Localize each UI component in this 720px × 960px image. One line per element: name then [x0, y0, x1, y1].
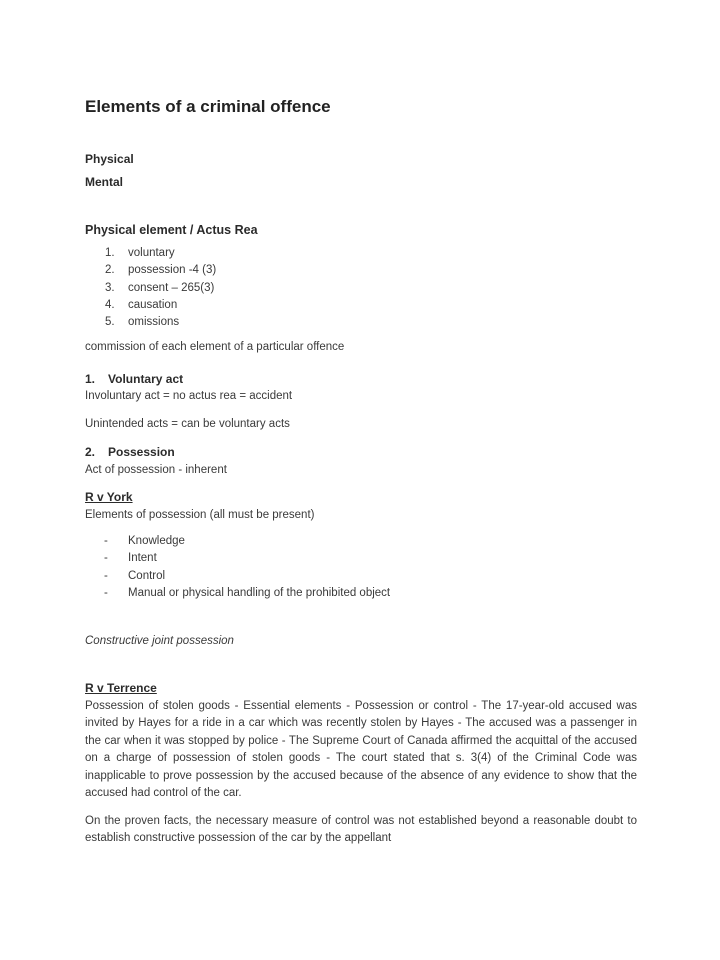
list-item — [85, 280, 637, 297]
physical-heading: Physical — [85, 152, 134, 166]
list-item — [85, 297, 637, 314]
bullet-marker: - — [104, 569, 108, 582]
page-title: Elements of a criminal offence — [85, 97, 331, 116]
mental-heading: Mental — [85, 175, 124, 189]
actus-rea-heading: Physical element / Actus Rea — [85, 223, 258, 237]
list-number: 5. — [105, 316, 115, 329]
act-of-possession-line: Act of possession - inherent — [85, 463, 227, 476]
bullet-text: Knowledge — [128, 534, 185, 547]
heading-number: 1. — [85, 371, 96, 386]
list-number: 3. — [105, 281, 115, 294]
bullet-marker: - — [104, 587, 108, 600]
bullet-item — [85, 550, 637, 568]
possession-heading — [85, 444, 637, 462]
list-item — [85, 262, 637, 279]
voluntary-act-heading — [85, 371, 637, 389]
involuntary-act-line: Involuntary act = no actus rea = accident — [85, 390, 293, 403]
heading-text: Voluntary act — [108, 371, 184, 386]
bullet-text: Manual or physical handling of the prohibited object — [128, 587, 391, 600]
heading-text: Possession — [108, 445, 175, 460]
terrence-case-name: R v Terrence — [85, 681, 157, 696]
bullet-text: Intent — [128, 552, 157, 565]
list-text: possession -4 (3) — [128, 264, 217, 277]
list-item — [85, 314, 637, 331]
constructive-possession-note: Constructive joint possession — [85, 634, 234, 647]
list-text: omissions — [128, 316, 180, 329]
terrence-paragraph-1: Possession of stolen goods - Essential elements - Possession or control - The 17-year-old accused was invited by Hayes for a ride in a car which was recently stolen by Hayes - The accused was a passenger in the car when it was stopped by police - The Supreme Court of Canada affirmed the acquittal of the accused on a charge of possession of stolen goods - The court stated that s. 3(4) of the Criminal Code was inapplicable to prove possession by the accused because of the absence of any evidence to show that the accused had control of the car. — [85, 699, 637, 800]
bullet-item — [85, 568, 637, 586]
heading-number: 2. — [85, 445, 96, 460]
actus-rea-list — [85, 245, 637, 331]
list-text: consent – 265(3) — [128, 281, 215, 294]
bullet-text: Control — [128, 569, 166, 582]
list-number: 2. — [105, 264, 115, 277]
list-item — [85, 245, 637, 262]
list-number: 1. — [105, 247, 115, 259]
york-case-name: R v York — [85, 490, 133, 505]
list-text: causation — [128, 298, 178, 311]
bullet-item — [85, 533, 637, 551]
terrence-paragraph-2: On the proven facts, the necessary measure of control was not established beyond a reasonable doubt to establish constructive possession of the car by the appellant — [85, 814, 637, 845]
bullet-marker: - — [104, 534, 108, 547]
bullet-marker: - — [104, 552, 108, 565]
york-bullet-list — [85, 533, 637, 603]
element-subheads — [85, 148, 637, 194]
list-text: voluntary — [128, 247, 175, 259]
list-number: 4. — [105, 298, 115, 311]
commission-note: commission of each element of a particular offence — [85, 341, 345, 354]
bullet-item — [85, 585, 637, 603]
unintended-acts-line: Unintended acts = can be voluntary acts — [85, 418, 290, 431]
york-intro: Elements of possession (all must be present) — [85, 508, 315, 521]
